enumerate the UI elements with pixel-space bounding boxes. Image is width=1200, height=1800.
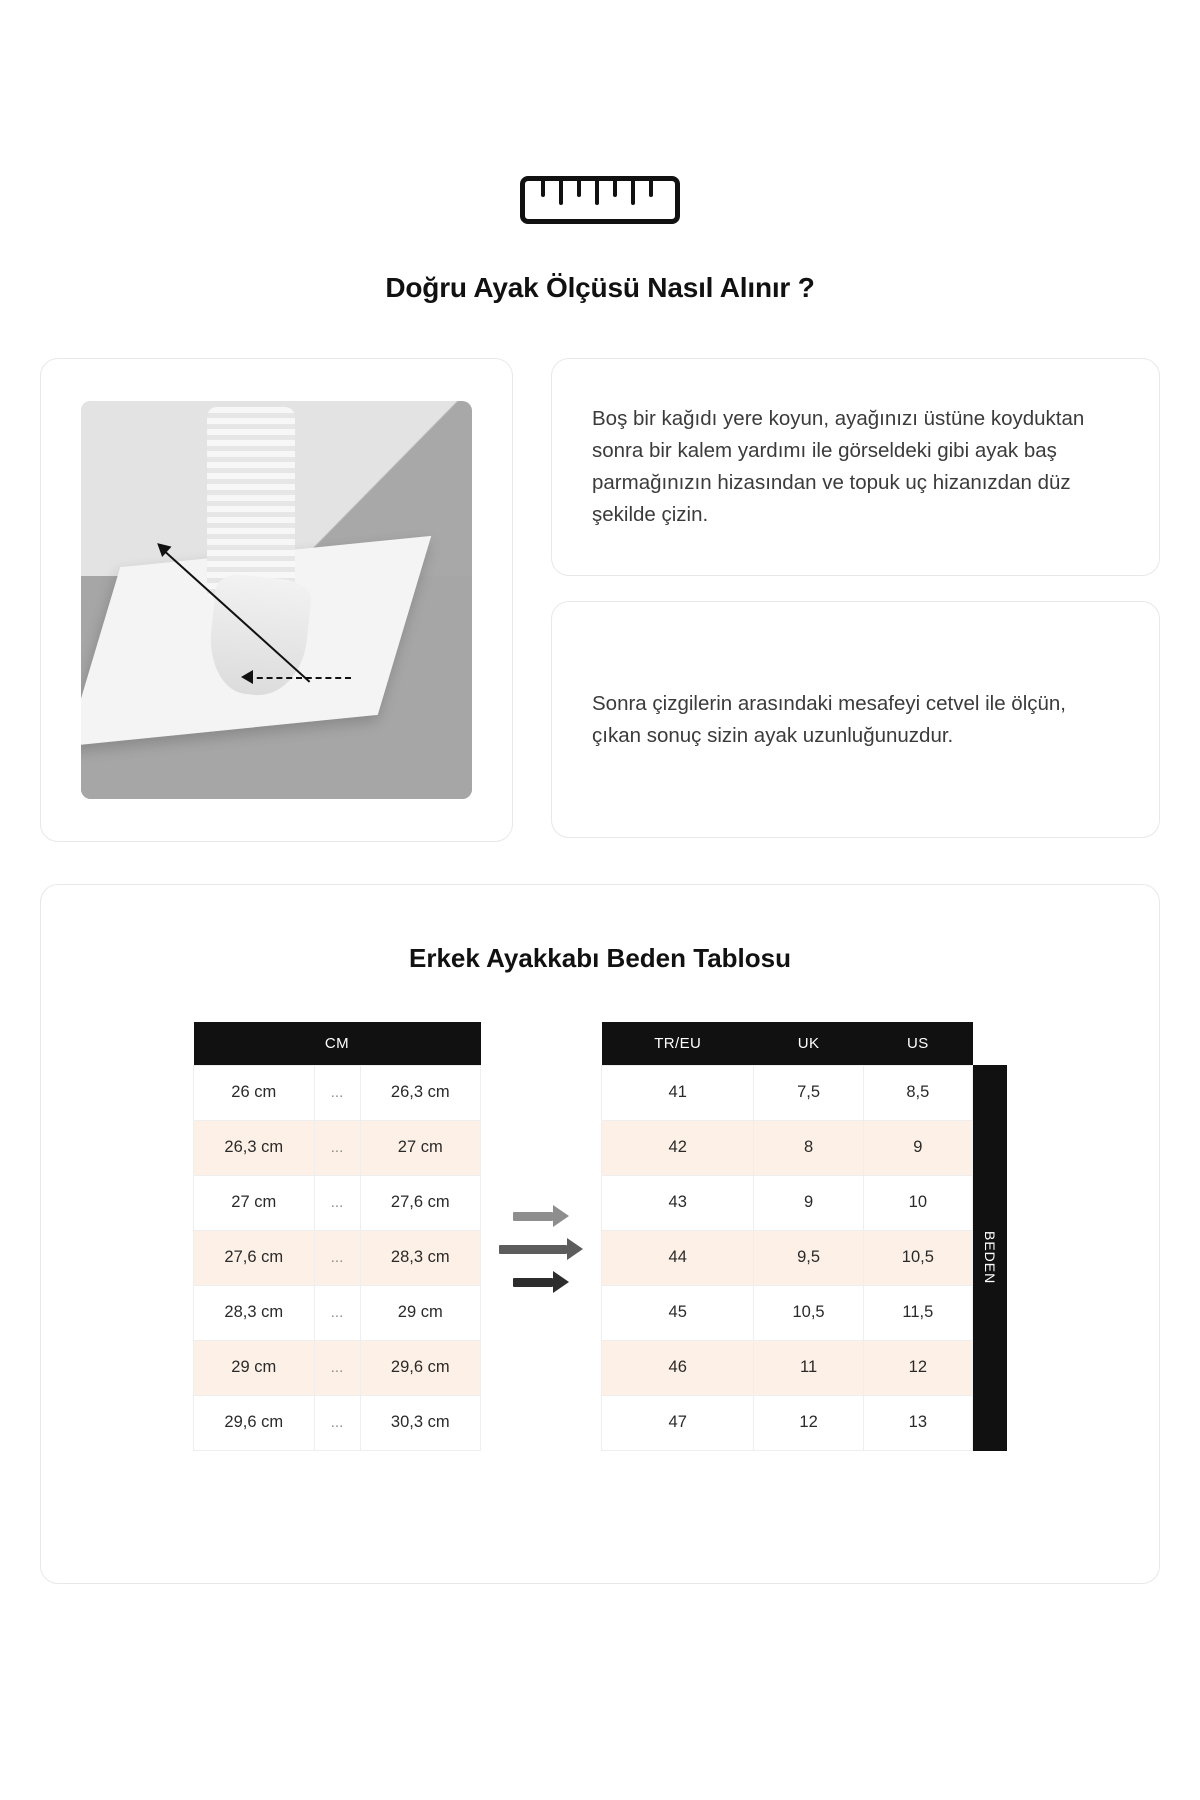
cell-tr-eu: 47 xyxy=(602,1395,754,1450)
photo-sock xyxy=(207,407,295,597)
instruction-text-1: Boş bir kağıdı yere koyun, ayağınızı üstüne koyduktan sonra bir kalem yardımı ile görseldeki gibi ayak baş parmağınızın hizasından ve topuk uç hizanızdan düz şekilde çizin. xyxy=(592,407,1085,526)
cell-uk: 11 xyxy=(754,1340,863,1395)
beden-table xyxy=(601,1022,973,1451)
cm-from: 29 cm xyxy=(194,1340,315,1395)
cell-uk: 9 xyxy=(754,1175,863,1230)
cm-from: 26 cm xyxy=(194,1065,315,1120)
arrow-right-icon xyxy=(513,1274,569,1290)
cm-header: CM xyxy=(194,1022,481,1065)
table-row xyxy=(602,1175,973,1230)
cell-tr-eu: 43 xyxy=(602,1175,754,1230)
arrow-right-icon xyxy=(513,1208,569,1224)
cm-dots: ... xyxy=(314,1230,360,1285)
table-row xyxy=(194,1340,481,1395)
size-table-card xyxy=(40,884,1160,1584)
size-tables-row xyxy=(81,1022,1119,1451)
header-tr-eu: TR/EU xyxy=(602,1022,754,1065)
cm-dots: ... xyxy=(314,1395,360,1450)
cm-from: 26,3 cm xyxy=(194,1120,315,1175)
ruler-icon-wrapper xyxy=(40,176,1160,224)
table-row xyxy=(194,1230,481,1285)
instruction-text-2: Sonra çizgilerin arasındaki mesafeyi cetvel ile ölçün, çıkan sonuç sizin ayak uzunluğunuzdur. xyxy=(592,691,1067,747)
header-us: US xyxy=(863,1022,972,1065)
cell-us: 12 xyxy=(863,1340,972,1395)
content-wrapper xyxy=(40,0,1160,1584)
table-row xyxy=(194,1175,481,1230)
instruction-card-1 xyxy=(551,358,1160,576)
arrow-right-icon xyxy=(499,1241,583,1257)
cm-to: 29 cm xyxy=(360,1285,481,1340)
table-row xyxy=(602,1395,973,1450)
photo-dashed-arrow-head-icon xyxy=(241,670,253,684)
cell-us: 13 xyxy=(863,1395,972,1450)
size-table-wrapper xyxy=(601,1022,1007,1451)
header-uk: UK xyxy=(754,1022,863,1065)
cell-tr-eu: 42 xyxy=(602,1120,754,1175)
cell-uk: 12 xyxy=(754,1395,863,1450)
ruler-icon xyxy=(520,176,680,224)
cell-uk: 10,5 xyxy=(754,1285,863,1340)
cm-to: 29,6 cm xyxy=(360,1340,481,1395)
table-row xyxy=(602,1065,973,1120)
instruction-card-2 xyxy=(551,601,1160,838)
table-row xyxy=(194,1285,481,1340)
cm-table-body xyxy=(194,1065,481,1450)
cm-to: 28,3 cm xyxy=(360,1230,481,1285)
intro-section xyxy=(40,358,1160,842)
beden-table-header-row xyxy=(602,1022,973,1065)
foot-measurement-photo xyxy=(81,401,472,799)
conversion-arrows xyxy=(481,1022,601,1290)
cm-to: 27,6 cm xyxy=(360,1175,481,1230)
table-row xyxy=(602,1285,973,1340)
beden-side-label xyxy=(973,1065,1007,1451)
table-row xyxy=(602,1120,973,1175)
size-table-title: Erkek Ayakkabı Beden Tablosu xyxy=(409,943,791,973)
table-row xyxy=(602,1340,973,1395)
cell-uk: 7,5 xyxy=(754,1065,863,1120)
page-title: Doğru Ayak Ölçüsü Nasıl Alınır ? xyxy=(385,272,815,303)
photo-dashed-line xyxy=(247,677,351,679)
cm-dots: ... xyxy=(314,1285,360,1340)
beden-table-body xyxy=(602,1065,973,1450)
cm-to: 27 cm xyxy=(360,1120,481,1175)
cm-from: 27 cm xyxy=(194,1175,315,1230)
cell-tr-eu: 41 xyxy=(602,1065,754,1120)
cell-tr-eu: 46 xyxy=(602,1340,754,1395)
cell-tr-eu: 44 xyxy=(602,1230,754,1285)
cm-from: 27,6 cm xyxy=(194,1230,315,1285)
cm-dots: ... xyxy=(314,1340,360,1395)
cell-uk: 9,5 xyxy=(754,1230,863,1285)
cm-dots: ... xyxy=(314,1120,360,1175)
cm-to: 26,3 cm xyxy=(360,1065,481,1120)
cell-us: 10 xyxy=(863,1175,972,1230)
table-row xyxy=(194,1395,481,1450)
instruction-column xyxy=(551,358,1160,842)
cm-from: 28,3 cm xyxy=(194,1285,315,1340)
cm-table xyxy=(193,1022,481,1451)
cell-us: 11,5 xyxy=(863,1285,972,1340)
cm-dots: ... xyxy=(314,1175,360,1230)
cell-us: 10,5 xyxy=(863,1230,972,1285)
photo-card xyxy=(40,358,513,842)
beden-side-label-text: BEDEN xyxy=(982,1231,998,1285)
cell-tr-eu: 45 xyxy=(602,1285,754,1340)
cell-us: 8,5 xyxy=(863,1065,972,1120)
cm-table-header-row xyxy=(194,1022,481,1065)
cm-to: 30,3 cm xyxy=(360,1395,481,1450)
cm-from: 29,6 cm xyxy=(194,1395,315,1450)
cm-dots: ... xyxy=(314,1065,360,1120)
table-row xyxy=(602,1230,973,1285)
table-row xyxy=(194,1065,481,1120)
table-row xyxy=(194,1120,481,1175)
cell-uk: 8 xyxy=(754,1120,863,1175)
cell-us: 9 xyxy=(863,1120,972,1175)
